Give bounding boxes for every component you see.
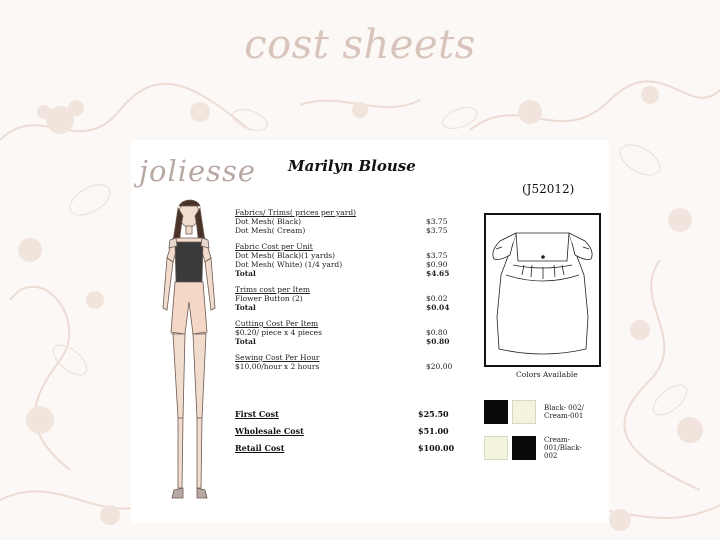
cost-amount: $20.00 <box>426 362 453 371</box>
summary-amount: $25.50 <box>418 409 449 419</box>
flat-sketch-frame <box>484 213 601 367</box>
color-swatch <box>484 400 508 424</box>
cost-row <box>235 260 455 269</box>
cost-label: Sewing Cost Per Hour <box>235 353 320 362</box>
cost-label: Fabrics/ Trims( prices per yard) <box>235 208 357 217</box>
cost-label: Flower Button (2) <box>235 294 303 303</box>
color-swatch <box>512 400 536 424</box>
cost-amount: $0.04 <box>426 303 450 312</box>
cost-amount: $3.75 <box>426 226 448 235</box>
cost-heading-row <box>235 319 455 328</box>
cost-heading-row <box>235 285 455 294</box>
cost-sheet <box>131 140 609 523</box>
colors-available-label: Colors Available <box>516 370 578 379</box>
cost-row <box>235 294 455 303</box>
summary-amount: $51.00 <box>418 426 449 436</box>
cost-total-row <box>235 337 455 346</box>
cost-section <box>235 242 455 278</box>
cost-label: $0.20/ piece x 4 pieces <box>235 328 322 337</box>
cost-label: $10.00/hour x 2 hours <box>235 362 320 371</box>
cost-summary <box>235 406 455 457</box>
cost-label: Dot Mesh( Black)(1 yards) <box>235 251 336 260</box>
summary-label: Retail Cost <box>235 443 285 453</box>
cost-amount: $0.90 <box>426 260 448 269</box>
cost-label: Total <box>235 303 256 312</box>
retail-cost-row <box>235 440 455 457</box>
cost-row <box>235 251 455 260</box>
cost-label: Cutting Cost Per Item <box>235 319 319 328</box>
cost-row <box>235 328 455 337</box>
cost-section <box>235 208 455 235</box>
cost-amount: $0.02 <box>426 294 448 303</box>
cost-heading-row <box>235 208 455 217</box>
cost-amount: $0.80 <box>426 337 450 346</box>
summary-amount: $100.00 <box>418 443 455 453</box>
colorway-label: Cream-001/Black-002 <box>544 436 582 460</box>
cost-heading-row <box>235 353 455 362</box>
model-illustration <box>145 198 237 510</box>
cost-table <box>235 208 455 378</box>
cost-row <box>235 226 455 235</box>
cost-section <box>235 353 455 371</box>
cost-label: Trims cost per Item <box>235 285 311 294</box>
cost-label: Dot Mesh( Black) <box>235 217 302 226</box>
wholesale-cost-row <box>235 423 455 440</box>
cost-row <box>235 362 455 371</box>
cost-row <box>235 217 455 226</box>
cost-heading-row <box>235 242 455 251</box>
style-code: (J52012) <box>522 182 575 196</box>
cost-label: Dot Mesh( White) (1/4 yard) <box>235 260 343 269</box>
first-cost-row <box>235 406 455 423</box>
cost-amount: $0.80 <box>426 328 448 337</box>
cost-amount: $4.65 <box>426 269 450 278</box>
cost-label: Total <box>235 269 256 278</box>
cost-amount: $3.75 <box>426 217 448 226</box>
brand-logo: joliesse <box>139 154 257 188</box>
color-swatch <box>512 436 536 460</box>
cost-label: Total <box>235 337 256 346</box>
product-name: Marilyn Blouse <box>288 157 416 175</box>
cost-section <box>235 285 455 312</box>
summary-label: Wholesale Cost <box>235 426 304 436</box>
cost-total-row <box>235 269 455 278</box>
cost-total-row <box>235 303 455 312</box>
blouse-flat-sketch <box>486 215 599 365</box>
color-swatch <box>484 436 508 460</box>
cost-label: Fabric Cost per Unit <box>235 242 313 251</box>
cost-amount: $3.75 <box>426 251 448 260</box>
colorway-label: Black- 002/ Cream-001 <box>544 404 584 420</box>
cost-label: Dot Mesh( Cream) <box>235 226 306 235</box>
summary-label: First Cost <box>235 409 279 419</box>
slide-title: cost sheets <box>244 22 476 68</box>
cost-section <box>235 319 455 346</box>
